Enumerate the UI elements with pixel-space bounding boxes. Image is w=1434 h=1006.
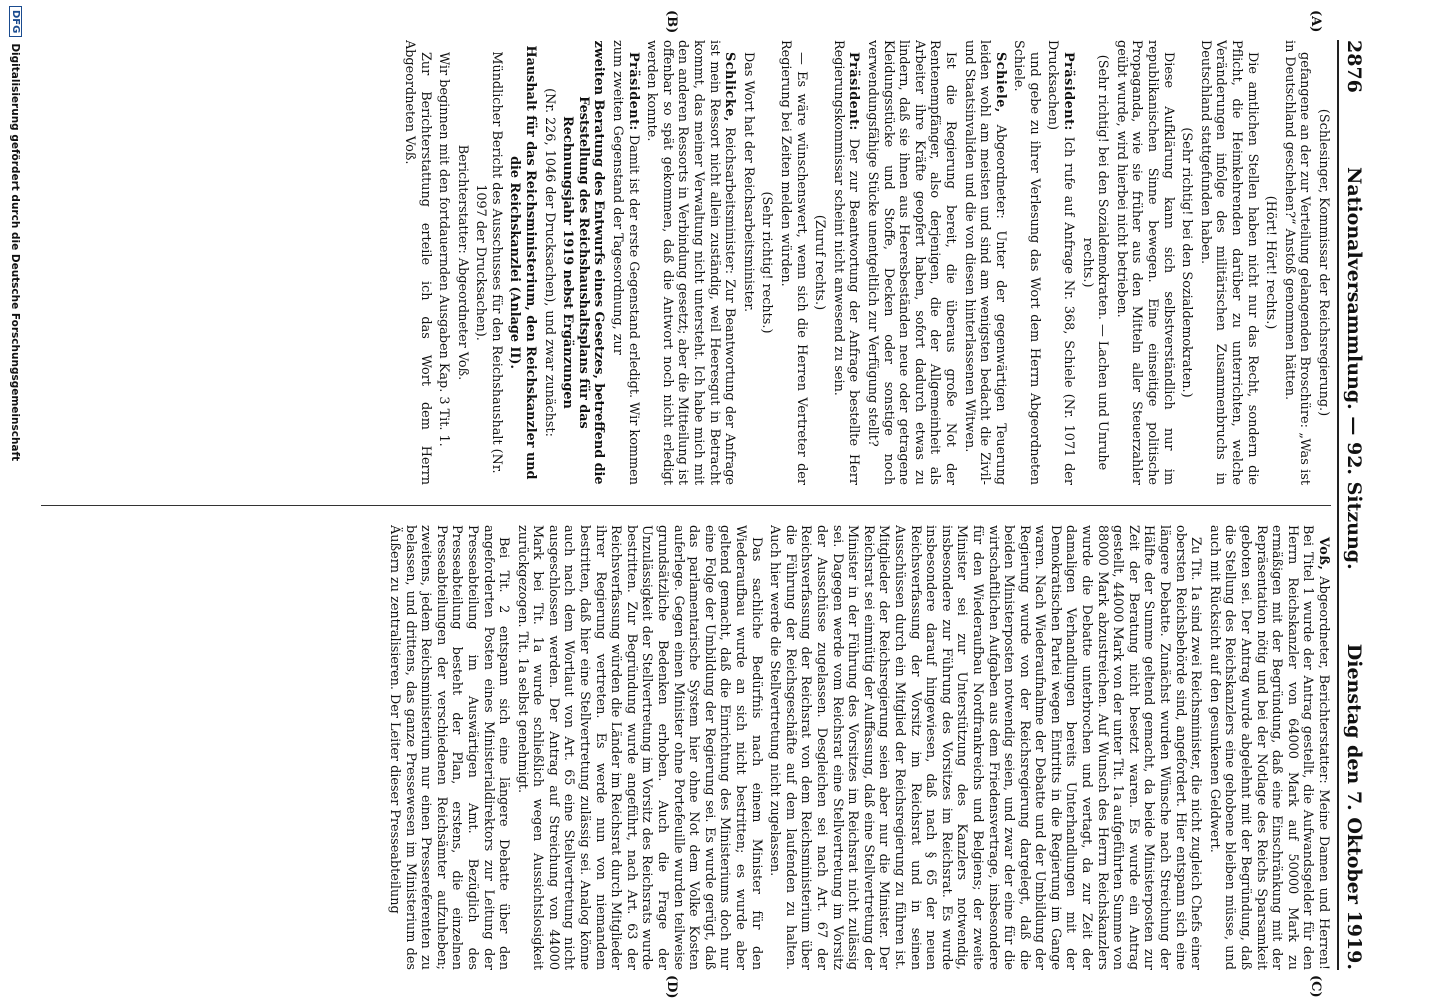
paragraph <box>644 40 738 485</box>
page-number: 2876 <box>1343 40 1365 93</box>
paragraph: Bei Tit. 2 entspann sich eine längere Debatte über den angeforderten Posten eines Ministerialdirektors zur Leitung der Presseabteilung im Auswärtigen Amt. Bezüglich des Presseabteilung besteht der Plan, erstens, die einzelnen Presseabteilungen der verschiedenen Reichsämter aufzuheben; zweitens, jedem Reichsministerium nur einen Pressereferenten zu belassen, und drittens, das ganze Pressewesen im Ministerium des Äußern zu zentralisieren. Der Leiter dieser Presseabteilung <box>386 525 512 970</box>
paragraph <box>1206 525 1331 970</box>
paragraph: — Es wäre wünschenswert, wenn sich die Herren Vertreter der Regierung bei Zeiten melden würden. <box>778 40 809 485</box>
dfg-logo: DFG <box>9 6 22 37</box>
document-page <box>29 10 1379 999</box>
margin-mark-c: (C) <box>1308 975 1323 998</box>
footer-credit: Digitalisierung gefördert durch die Deutsche Forschungsgemeinschaft <box>9 43 22 462</box>
agenda-item-report: Mündlicher Bericht des Ausschusses für den Reichshaushalt (Nr. 1097 der Drucksachen). <box>473 51 504 474</box>
speaker-name: Präsident: <box>625 52 641 131</box>
interjection: (Sehr richtig! bei den Sozialdemokraten.) <box>1179 127 1195 398</box>
page-header <box>1337 40 1379 970</box>
speaker-name: Schiele, <box>992 52 1008 113</box>
margin-mark-a: (A) <box>1308 10 1323 33</box>
paragraph: Ist die Regierung bereit, die überaus große Not der Rentenempfänger, also derjenigen, die der Allgemeinheit als Arbeiter ihre Kräfte geopfert haben, sofort dadurch etwas zu lindern, daß sie ihnen aus Heeresbeständen neue oder getragene Kleidungsstücke und Stoffe, Decken oder sonstige noch verwendungsfähige Stücke unentgeltlich zur Verfügung stellt? <box>864 40 958 485</box>
paragraph: Wir beginnen mit den fortdauernden Ausgaben Kap. 3 Tit. 1. <box>436 52 452 447</box>
rapporteur-line: Berichterstatter: Abgeordneter Voß. <box>454 144 470 381</box>
margin-mark-d: (D) <box>664 975 679 999</box>
interjection: (Sehr richtig! bei den Sozialdemokraten. — Lachen und Unruhe rechts.) <box>1079 54 1111 471</box>
paragraph <box>830 40 861 485</box>
paragraph <box>1045 40 1076 485</box>
interjection: (Sehr richtig! rechts.) <box>759 191 775 334</box>
left-column <box>41 40 1331 485</box>
paragraph: und gebe zu ihrer Verlesung das Wort dem Herrn Abgeordneten Schiele. <box>1011 40 1042 485</box>
agenda-item-reference: (Nr. 226, 1046 der Drucksachen), und zwar zunächst: <box>541 88 557 437</box>
paragraph: Diese Aufklärung kann sich selbstverständlich nur im republikanischen Sinne bewegen. Eine einseitige politische Propaganda, wie sie früher aus den Mitteln aller Steuerzahler geübt wurde, wird hierbei nicht betrieben. <box>1113 40 1176 485</box>
interjection: (Hört! Hört! rechts.) <box>1263 195 1279 330</box>
paragraph-text: Reichsarbeitsminister: Zur Beantwortung der Anfrage ist mein Ressort nicht allein zuständig, weil Heeresgut in Betracht kommt, das meiner Verwaltung nicht untersteht. Ich habe mich mit den anderen Ressorts in Verbindung gesetzt; aber die Mitteilung ist offenbar so spät gekommen, daß die Antwort noch nicht erledigt werden konnte. <box>644 40 738 485</box>
column-divider <box>41 505 1331 506</box>
paragraph-text: Damit ist der erste Gegenstand erledigt. Wir kommen zum zweiten Gegenstand der Tagesordnung, zur <box>610 40 641 485</box>
paragraph: Zu Tit. 1a sind zwei Reichsminister, die nicht zugleich Chefs einer obersten Reichsbehörde sind, angefordert. Hier entspann sich eine längere Debatte. Zunächst wurden Wünsche nach Streichung der Hälfte der Summe geltend gemacht, da beide Ministerposten zur Zeit der Beratung nicht besetzt waren. Es wurde ein Antrag gestellt, 44000 Mark von der unter Tit. 1a aufgeführten Summe von 88000 Mark abzustreichen. Auf Wunsch des Herrn Reichskanzlers wurde die Debatte unterbrochen und vertagt, da zur Zeit der damaligen Verhandlungen bereits Unterhandlungen mit der Demokratischen Partei wegen Eintritts in die Regierung im Gange waren. Nach Wiederaufnahme der Debatte und der Umbildung der Regierung wurde von der Reichsregierung dargelegt, daß die beiden Ministerposten notwendig seien, und zwar der eine für die wirtschaftlichen Aufgaben aus dem Friedensvertrage, insbesondere für den Wiederaufbau Nordfrankreichs und Belgiens; der zweite Minister sei zur Unterstützung des Kanzlers notwendig, insbesondere zur Führung des Vorsitzes im Reichsrat. Es wurde insbesondere darauf hingewiesen, daß nach § 65 der neuen Reichsverfassung der Vorsitz im Reichsrat und in seinen Ausschüssen durch ein Mitglied der Reichsregierung zu führen ist. Mitglieder der Reichsregierung seien aber nur die Minister. Der Reichsrat sei einmütig der Auffassung, daß eine Stellvertretung der Minister in der Führung des Vorsitzes im Reichsrat nicht zulässig sei. Dagegen werde vom Reichsrat eine Stellvertretung im Vorsitz der Ausschüsse zugelassen. Desgleichen sei nach Art. 67 der Reichsverfassung der Reichsrat von dem Reichsministerium über die Führung der Reichsgeschäfte auf dem laufenden zu halten. Auch hier werde die Stellvertretung nicht zugelassen. <box>767 525 1204 970</box>
paragraph: Zur Berichterstattung erteile ich das Wort dem Herrn Abgeordneten Voß. <box>401 40 433 485</box>
paragraph <box>961 40 1008 485</box>
right-column <box>41 525 1331 970</box>
paragraph: gefangene an der zur Verteilung gelangenden Broschüre: „Was ist in Deutschland geschehen?“ Anstoß genommen hätten. <box>1281 40 1313 485</box>
speaker-note: (Schlesinger, Kommissar der Reichsregierung.) <box>1316 108 1331 417</box>
agenda-item-heading: zweiten Beratung des Entwurfs eines Gesetzes, betreffend die Feststellung des Reichshaushaltsplans für das Rechnungsjahr 1919 nebst Ergänzungen <box>560 40 607 485</box>
paragraph: Die amtlichen Stellen haben nicht nur das Recht, sondern die Pflicht, die Heimkehrenden darüber zu unterrichten, welche Veränderungen infolge des militärischen Zusammenbruchs in Deutschland stattgefunden haben. <box>1197 40 1260 485</box>
speaker-name: Voß, <box>1316 537 1331 571</box>
interjection: (Zuruf rechts.) <box>812 214 828 311</box>
page-date: Dienstag den 7. Oktober 1919. <box>1343 643 1365 970</box>
page-footer <box>9 0 22 1006</box>
paragraph-text: Der zur Beantwortung der Anfrage bestellte Herr Regierungskommissar scheint nicht anwesend zu sein. <box>830 40 862 485</box>
paragraph-text: Abgeordneter, Berichterstatter: Meine Damen und Herren! Bei Titel 1 wurde der Antrag gestellt, die Aufwandsgelder für den Herrn Reichskanzler von 64000 Mark auf 50000 Mark zu ermäßigen mit der Begründung, daß eine Einschränkung mit der Repräsentation nötig und bei der Notlage des Reichs Sparsamkeit geboten sei. Der Antrag wurde abgelehnt mit der Begründung, daß die Stellung des Reichskanzlers eine gehobene bleiben müsse, und auch mit Rücksicht auf den gesunkenen Geldwert. <box>1206 525 1331 970</box>
speaker-name: Präsident: <box>1061 52 1077 131</box>
paragraph-text: Ich rufe auf Anfrage Nr. 368, Schiele (Nr. 1071 der Drucksachen) <box>1045 40 1077 485</box>
page-title: Nationalversammlung. — 92. Sitzung. <box>1343 166 1365 570</box>
speaker-name: Präsident: <box>846 52 862 131</box>
margin-mark-b: (B) <box>664 10 679 34</box>
agenda-item-subheading: Haushalt für das Reichsministerium, den Reichskanzler und die Reichskanzlei (Anlage II). <box>507 45 539 480</box>
paragraph-text: Abgeordneter: Unter der gegenwärtigen Teuerung leiden wohl am meisten und sind am wenigsten bedacht die Zivil- und Staatsinvaliden und die von diesen hinterlassenen Witwen. <box>961 40 1008 485</box>
paragraph: Das sachliche Bedürfnis nach einem Minister für den Wiederaufbau wurde an sich nicht bestritten; es wurde aber geltend gemacht, daß die Einrichtung des Ministeriums doch nur eine Folge der Umbildung der Regierung sei. Es wurde gerügt, daß das parlamentarische System hier ohne Not dem Volke Kosten auferlege. Gegen einen Minister ohne Portefeuille wurden teilweise grundsätzliche Bedenken erhoben. Auch die Frage der Unzulässigkeit der Stellvertretung im Vorsitz des Reichsrats wurde bestritten. Zur Begründung wurde angeführt, nach Art. 63 der Reichsverfassung würden die Länder im Reichsrat durch Mitglieder ihrer Regierung vertreten. Es werde nun von niemandem bestritten, daß hier eine Stellvertretung zulässig sei. Analog könne auch nach dem Wortlaut von Art. 65 eine Stellvertretung nicht ausgeschlossen werden. Der Antrag auf Streichung von 44000 Mark bei Tit. 1a wurde schließlich wegen Aussichtslosigkeit zurückgezogen. Tit. 1a selbst genehmigt. <box>514 525 764 970</box>
paragraph: Das Wort hat der Reichsarbeitsminister. <box>740 52 756 313</box>
speaker-name: Schlicke, <box>722 52 738 122</box>
paragraph <box>609 40 640 485</box>
